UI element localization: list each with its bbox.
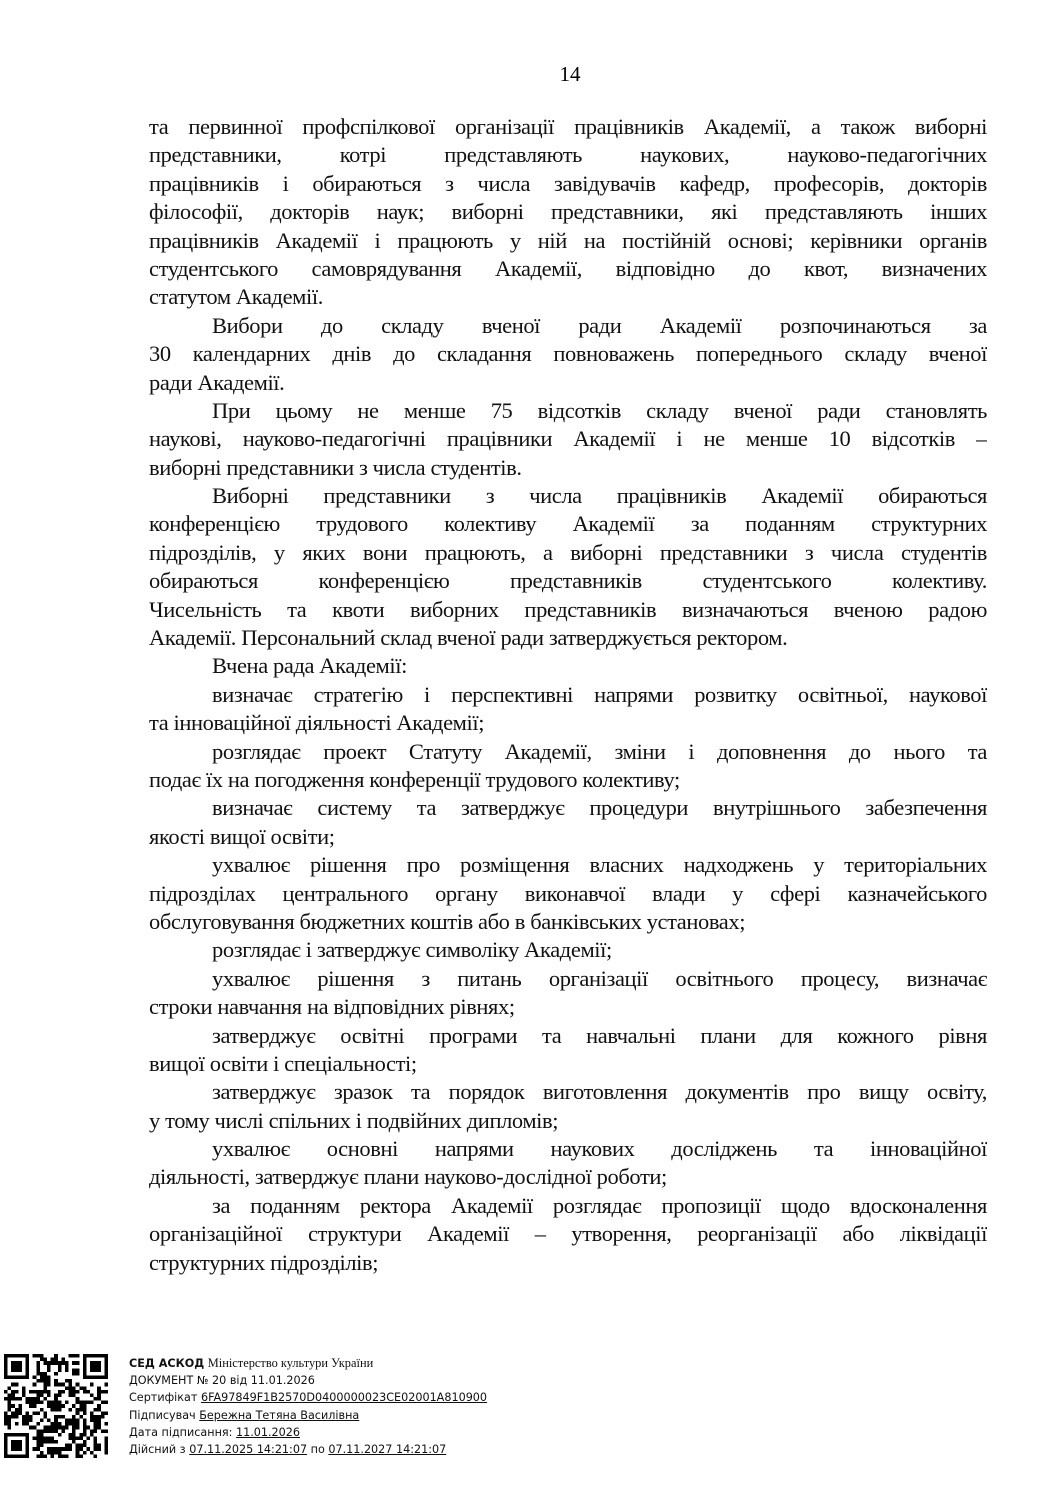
text-line: студентського самоврядування Академії, відповідно до квот, визначених: [149, 255, 987, 281]
text-line: підрозділах центрального органу виконавчої влади у сфері казначейського: [149, 880, 987, 906]
stamp-validity-row: [129, 1441, 487, 1458]
valid-from-value: 07.11.2025 14:21:07: [189, 1443, 308, 1457]
text-line: обираються конференцією представників студентського колективу.: [149, 568, 987, 594]
text-line: організаційної структури Академії – утворення, реорганізації або ліквідації: [149, 1221, 987, 1247]
stamp-document: ДОКУМЕНТ № 20 від 11.01.2026: [129, 1374, 315, 1388]
text-line: Вчена рада Академії:: [212, 653, 407, 679]
signer-value: Бережна Тетяна Василівна: [199, 1408, 360, 1422]
text-line: Вибори до складу вченої ради Академії розпочинаються за: [212, 312, 987, 338]
valid-from-label: Дійсний з: [129, 1443, 186, 1457]
document-body: [149, 113, 987, 1277]
text-line: визначає стратегію і перспективні напрями розвитку освітньої, наукової: [212, 681, 987, 707]
signer-label: Підписувач: [129, 1408, 196, 1422]
stamp-date-row: [129, 1424, 487, 1441]
stamp-system-name: СЕД АСКОД: [129, 1357, 205, 1370]
text-line: ухвалює основні напрями наукових досліджень та інноваційної: [212, 1136, 987, 1162]
text-line: ради Академії.: [149, 369, 285, 395]
text-line: ухвалює рішення з питань організації освітнього процесу, визначає: [212, 965, 987, 991]
stamp-text: [129, 1355, 487, 1458]
stamp-signer-row: [129, 1407, 487, 1424]
text-line: та первинної профспілкової організації працівників Академії, а також виборні: [149, 114, 987, 139]
text-line: наукові, науково-педагогічні працівники Академії і не менше 10 відсотків –: [149, 426, 987, 452]
valid-to-label: по: [310, 1443, 325, 1457]
text-line: вищої освіти і спеціальності;: [149, 1050, 417, 1076]
text-line: визначає систему та затверджує процедури внутрішнього забезпечення: [212, 795, 987, 821]
sign-date-label: Дата підписання:: [129, 1425, 233, 1439]
text-line: ухвалює рішення про розміщення власних надходжень у територіальних: [212, 852, 987, 878]
text-line: 30 календарних днів до складання повноважень попереднього складу вченої: [149, 341, 987, 367]
text-line: конференцією трудового колективу Академії за поданням структурних: [149, 511, 987, 537]
sign-date-value: 11.01.2026: [235, 1425, 301, 1439]
stamp-certificate-row: [129, 1389, 487, 1406]
valid-to-value: 07.11.2027 14:21:07: [328, 1443, 447, 1457]
certificate-label: Сертифікат: [129, 1391, 198, 1405]
text-line: за поданням ректора Академії розглядає пропозиції щодо вдосконалення: [212, 1192, 987, 1218]
text-line: працівників і обираються з числа завідувачів кафедр, професорів, докторів: [149, 170, 987, 196]
text-line: Виборні представники з числа працівників Академії обираються: [212, 483, 987, 509]
text-line: у тому числі спільних і подвійних дипломів;: [149, 1107, 559, 1133]
qr-code-icon: [4, 1354, 108, 1458]
text-line: затверджує освітні програми та навчальні плани для кожного рівня: [212, 1022, 987, 1048]
stamp-ministry: Міністерство культури України: [207, 1356, 374, 1370]
text-line: працівників Академії і працюють у ній на постійній основі; керівники органів: [149, 227, 987, 253]
certificate-value: 6FA97849F1B2570D0400000023CE02001A810900: [200, 1391, 488, 1405]
text-line: обслуговування бюджетних коштів або в банківських установах;: [149, 908, 746, 934]
text-line: філософії, докторів наук; виборні представники, які представляють інших: [149, 199, 987, 225]
text-line: При цьому не менше 75 відсотків складу вченої ради становлять: [212, 397, 987, 423]
text-line: представники, котрі представляють наукових, науково-педагогічних: [149, 142, 987, 168]
text-line: розглядає проект Статуту Академії, зміни і доповнення до нього та: [212, 738, 987, 764]
text-line: Академії. Персональний склад вченої ради затверджується ректором.: [149, 625, 788, 651]
text-line: статутом Академії.: [149, 284, 323, 310]
page-number: 14: [559, 62, 581, 86]
text-line: Чисельність та квоти виборних представників визначаються вченою радою: [149, 596, 987, 622]
text-line: подає їх на погодження конференції трудового колективу;: [149, 766, 680, 792]
text-line: виборні представники з числа студентів.: [149, 454, 522, 480]
text-line: та інноваційної діяльності Академії;: [149, 710, 485, 736]
text-line: якості вищої освіти;: [149, 823, 335, 849]
text-line: затверджує зразок та порядок виготовлення документів про вищу освіту,: [212, 1079, 987, 1105]
text-line: розглядає і затверджує символіку Академії;: [212, 937, 612, 963]
text-line: діяльності, затверджує плани науково-дослідної роботи;: [149, 1164, 667, 1190]
signature-stamp: [0, 1350, 560, 1470]
text-line: структурних підрозділів;: [149, 1249, 379, 1275]
text-line: підрозділів, у яких вони працюють, а виборні представники з числа студентів: [149, 539, 987, 565]
text-line: строки навчання на відповідних рівнях;: [149, 994, 515, 1020]
stamp-system-row: [129, 1355, 487, 1372]
